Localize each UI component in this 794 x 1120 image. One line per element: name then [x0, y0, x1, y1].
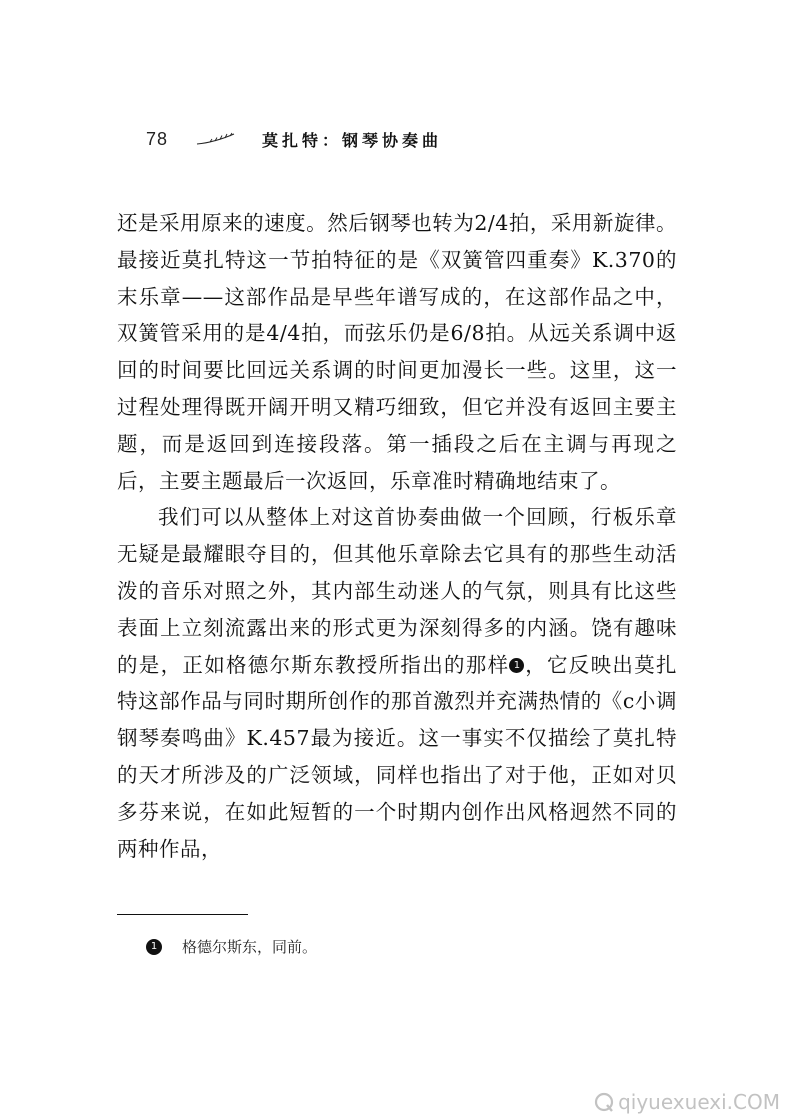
quill-ornament-icon: [196, 132, 236, 146]
running-title: 莫扎特：钢琴协奏曲: [262, 130, 443, 150]
site-watermark: [593, 1090, 780, 1114]
paragraph-2: [117, 499, 677, 867]
body-text: [117, 205, 677, 867]
footnote-separator: [117, 914, 248, 915]
page-header: [146, 124, 442, 154]
watermark-logo-icon: [593, 1091, 615, 1113]
footnote: [146, 936, 317, 957]
footnote-marker: 1: [146, 939, 162, 955]
paragraph-1: 还是采用原来的速度。然后钢琴也转为2/4拍，采用新旋律。最接近莫扎特这一节拍特征的是《双簧管四重奏》K.370的末乐章——这部作品是早些年谱写成的，在这部作品之中，双簧管采用的是4/4拍，而弦乐仍是6/8拍。从远关系调中返回的时间要比回远关系调的时间更加漫长一些。这里，这一过程处理得既开阔开明又精巧细致，但它并没有返回主要主题，而是返回到连接段落。第一插段之后在主调与再现之后，主要主题最后一次返回，乐章准时精确地结束了。: [117, 211, 677, 493]
paragraph-2-text-before-ref: 我们可以从整体上对这首协奏曲做一个回顾，行板乐章无疑是最耀眼夺目的，但其他乐章除去它具有的那些生动活泼的音乐对照之外，其内部生动迷人的气氛，则具有比这些表面上立刻流露出来的形式更为深刻得多的内涵。饶有趣味的是，正如格德尔斯东教授所指出的那样: [117, 505, 677, 677]
watermark-text: qiyuexuexi.COM: [618, 1090, 780, 1114]
page-number: 78: [146, 128, 169, 149]
paragraph-2-text-after-ref: ，它反映出莫扎特这部作品与同时期所创作的那首激烈并充满热情的《c小调钢琴奏鸣曲》K.457最为接近。这一事实不仅描绘了莫扎特的天才所涉及的广泛领域，同样也指出了对于他，正如对贝多芬来说，在如此短暂的一个时期内创作出风格迥然不同的两种作品，: [117, 652, 678, 861]
footnote-text: 格德尔斯东，同前。: [182, 938, 318, 956]
footnote-reference[interactable]: 1: [509, 658, 524, 673]
